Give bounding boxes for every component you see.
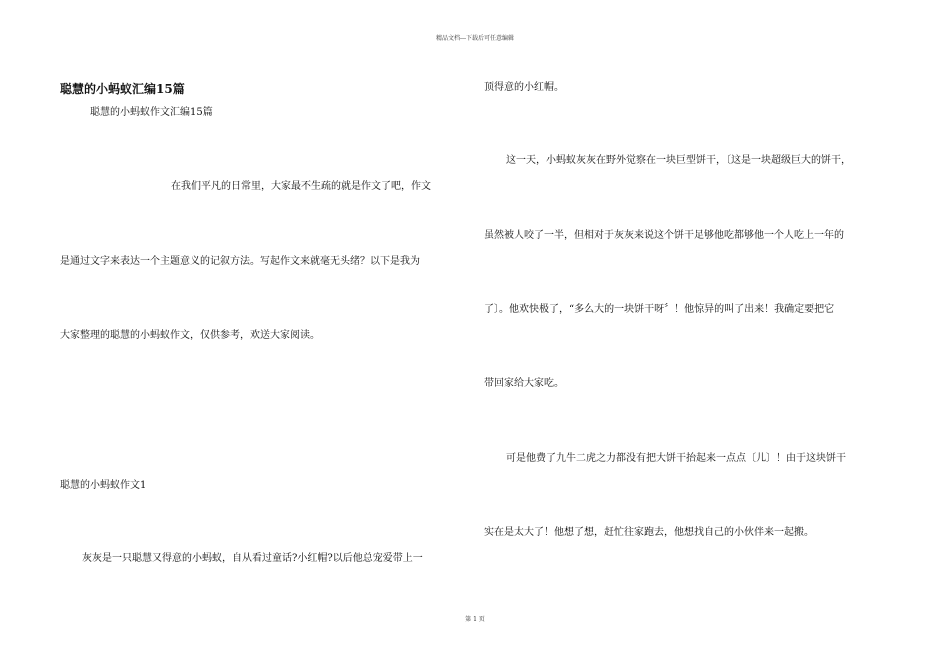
page-header: 精品文档---下载后可任意编辑 [435, 35, 515, 42]
paragraph-start: 灰灰是一只聪慧又得意的小蚂蚁，自从看过童话?小红帽?以后他总宠爱带上一 [82, 553, 423, 564]
document-title: 聪慧的小蚂蚁汇编15篇 [60, 82, 185, 96]
right-line-5: 带回家给大家吃。 [484, 378, 564, 389]
right-line-4: 了〕。他欢快极了，“多么大的一块饼干呀〞！他惊异的叫了出来！我确定要把它 [484, 304, 835, 315]
intro-line-1: 在我们平凡的日常里，大家最不生疏的就是作文了吧，作文 [171, 181, 431, 192]
right-line-7: 实在是太大了！他想了想，赶忙往家跑去，他想找自己的小伙伴来一起搬。 [484, 527, 814, 538]
right-line-3: 虽然被人咬了一半，但相对于灰灰来说这个饼干足够他吃都够他一个人吃上一年的 [484, 230, 844, 241]
right-line-2: 这一天，小蚂蚁灰灰在野外觉察在一块巨型饼干，〔这是一块超级巨大的饼干， [506, 155, 851, 166]
subtitle: 聪慧的小蚂蚁作文汇编15篇 [90, 107, 213, 118]
intro-line-3: 大家整理的聪慧的小蚂蚁作文，仅供参考，欢送大家阅读。 [60, 330, 320, 341]
right-line-1: 顶得意的小红帽。 [484, 82, 564, 93]
intro-line-2: 是通过文字来表达一个主题意义的记叙方法。写起作文来就毫无头绪？以下是我为 [60, 256, 420, 267]
section-heading: 聪慧的小蚂蚁作文1 [60, 480, 147, 491]
right-line-6: 可是他费了九牛二虎之力都没有把大饼干抬起来一点点〔儿〕！由于这块饼干 [506, 453, 846, 464]
page-number: 第 1 页 [465, 616, 485, 623]
